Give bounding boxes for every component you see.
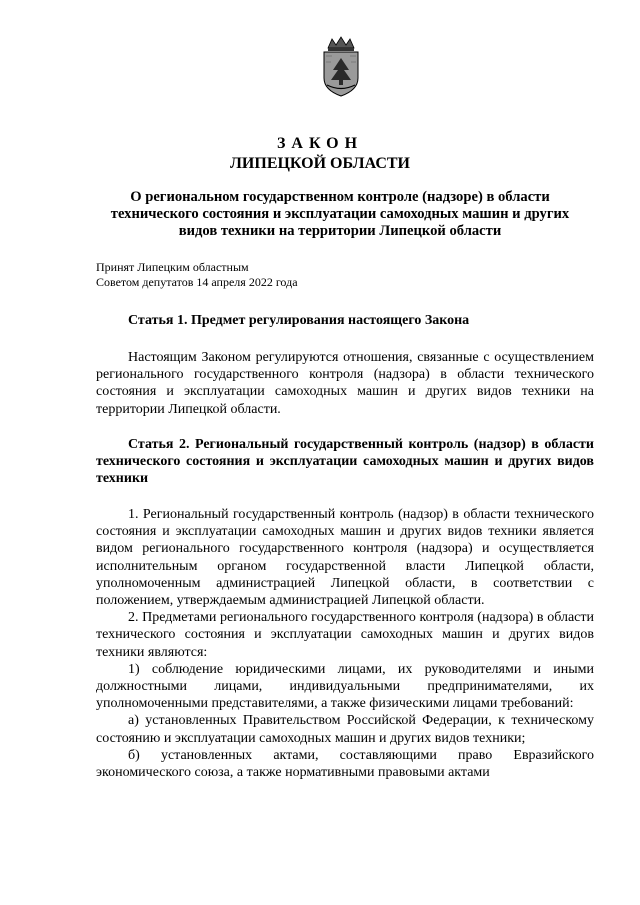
article-1-heading: Статья 1. Предмет регулирования настоящего Закона [128,313,470,328]
coat-of-arms-icon [318,36,364,98]
article-1-text: Настоящим Законом регулируются отношения, связанные с осуществлением регионального государственного контроля (надзора) в области технического состояния и эксплуатации самоходных машин и других видов техники на территории Липецкой области. [96,350,594,417]
adoption-line-2: Советом депутатов 14 апреля 2022 года [96,275,298,289]
article-2-paragraph-4: а) установленных Правительством Российской Федерации, к техническому состоянию и эксплуатации самоходных машин и других видов техники; [96,713,594,746]
law-title: ЗАКОН [276,135,364,152]
law-subtitle: О региональном государственном контроле (надзоре) в области технического состояния и эксплуатации самоходных машин и других видов техники на территории Липецкой области [110,189,570,239]
region-title: ЛИПЕЦКОЙ ОБЛАСТИ [230,155,410,172]
article-2-paragraph-3: 1) соблюдение юридическими лицами, их руководителями и иными должностными лицами, индивидуальными предпринимателями, их уполномоченными представителями, а также физическими лицами требований: [96,661,594,712]
article-2-paragraph-1: 1. Региональный государственный контроль (надзор) в области технического состояния и эксплуатации самоходных машин и других видов техники является видом регионального государственного контроля (надзора) и осуществляется исполнительным органом государственной власти Липецкой области, уполномоченным администрацией Липецкой области, в соответствии с положением, утверждаемым администрацией Липецкой области. [96,507,594,609]
article-2-heading: Статья 2. Региональный государственный контроль (надзор) в области технического состояния и эксплуатации самоходных машин и других видов техники [96,437,594,486]
article-2-body [96,506,594,781]
article-2-paragraph-2: 2. Предметами регионального государственного контроля (надзора) в области технического состояния и эксплуатации самоходных машин и других видов техники являются: [96,610,594,660]
adoption-line-1: Принят Липецким областным [96,260,249,274]
article-2-paragraph-5: б) установленных актами, составляющими право Евразийского экономического союза, а также нормативными правовыми актами [96,747,594,781]
adoption-note [96,260,298,290]
